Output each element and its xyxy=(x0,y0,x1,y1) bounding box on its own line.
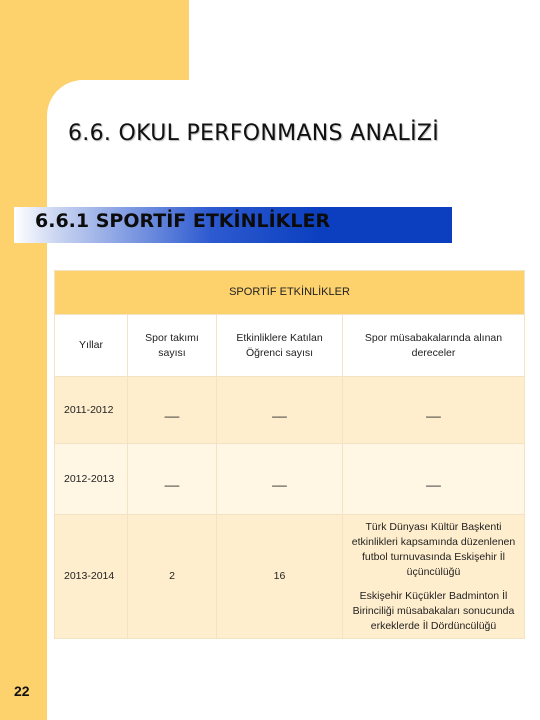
cell-students: __ xyxy=(217,377,343,444)
column-header-student-count: Etkinliklere Katılan Öğrenci sayısı xyxy=(217,315,343,377)
cell-degrees xyxy=(343,515,525,639)
table-row xyxy=(55,444,525,515)
column-header-team-count: Spor takımı sayısı xyxy=(128,315,217,377)
cell-students: 16 xyxy=(217,515,343,639)
decor-top-band xyxy=(0,0,189,80)
table-caption: SPORTİF ETKİNLİKLER xyxy=(55,271,525,315)
table-row xyxy=(55,515,525,639)
cell-year: 2011-2012 xyxy=(55,377,128,444)
column-header-years: Yıllar xyxy=(55,315,128,377)
table-caption-row xyxy=(55,271,525,315)
cell-year: 2012-2013 xyxy=(55,444,128,515)
cell-degrees: __ xyxy=(343,444,525,515)
table-header-row xyxy=(55,315,525,377)
cell-year: 2013-2014 xyxy=(55,515,128,639)
cell-degrees: __ xyxy=(343,377,525,444)
spacer xyxy=(347,580,520,589)
sports-activities-table xyxy=(54,270,525,639)
section-title: 6.6. OKUL PERFONMANS ANALİZİ xyxy=(68,121,440,146)
degree-badminton: Eskişehir Küçükler Badminton İl Birinciliği müsabakaları sonucunda erkeklerde İl Dördüncülüğü xyxy=(352,589,515,632)
column-header-degrees: Spor müsabakalarında alınan dereceler xyxy=(343,315,525,377)
page-number: 22 xyxy=(14,683,30,699)
table-row xyxy=(55,377,525,444)
subsection-title: 6.6.1 SPORTİF ETKİNLİKLER xyxy=(35,210,331,232)
cell-teams: __ xyxy=(128,377,217,444)
cell-students: __ xyxy=(217,444,343,515)
cell-teams: 2 xyxy=(128,515,217,639)
decor-left-band xyxy=(0,80,47,720)
cell-teams: __ xyxy=(128,444,217,515)
degree-football: Türk Dünyası Kültür Başkenti etkinlikleri kapsamında düzenlenen futbol turnuvasında Eskişehir İl üçüncülüğü xyxy=(351,520,516,578)
